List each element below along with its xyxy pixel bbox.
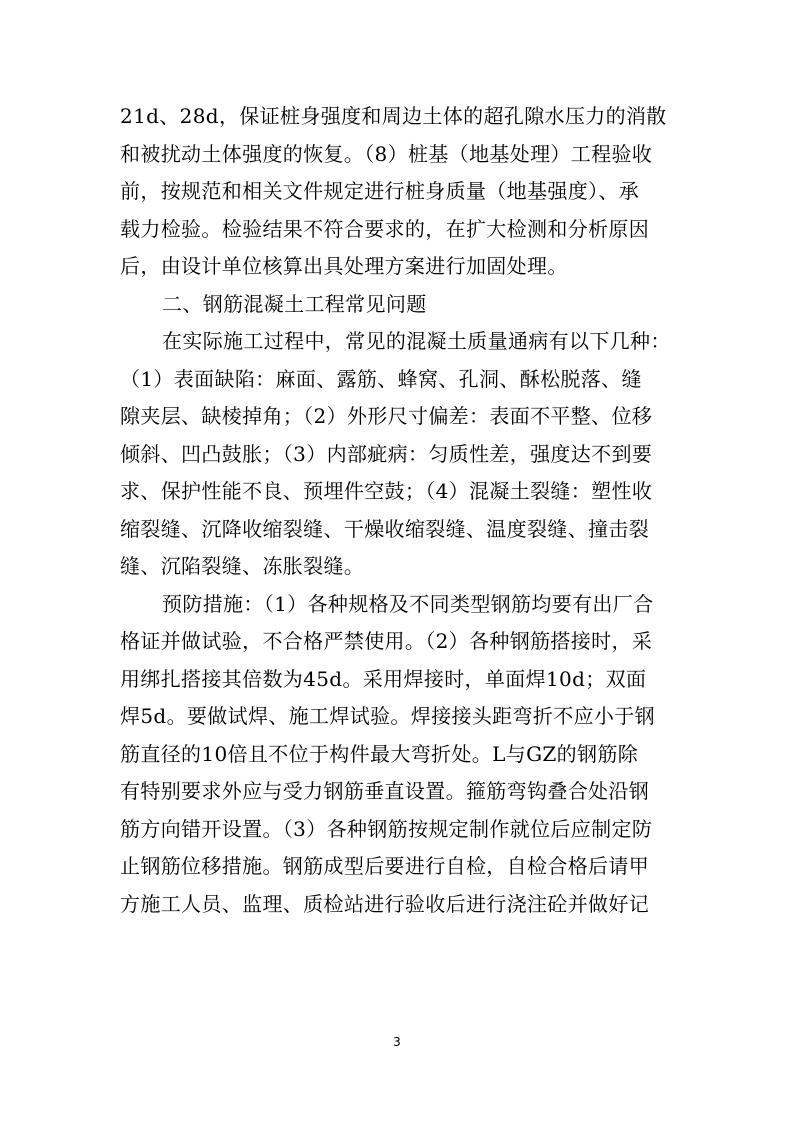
text-line: 前，按规范和相关文件规定进行桩身质量（地基强度）、承 bbox=[120, 179, 640, 203]
text-line: 有特别要求外应与受力钢筋垂直设置。箍筋弯钩叠合处沿钢 bbox=[120, 779, 650, 803]
text-line: 止钢筋位移措施。钢筋成型后要进行自检，自检合格后请甲 bbox=[120, 854, 650, 878]
text-line: （1）表面缺陷：麻面、露筋、蜂窝、孔洞、酥松脱落、缝 bbox=[120, 366, 642, 391]
text-line: 格证并做试验，不合格严禁使用。（2）各种钢筋搭接时，采 bbox=[120, 629, 653, 653]
text-line: 缩裂缝、沉降收缩裂缝、干燥收缩裂缝、温度裂缝、撞击裂 bbox=[120, 516, 650, 541]
body-text bbox=[120, 98, 680, 923]
text-line: 后，由设计单位核算出具处理方案进行加固处理。 bbox=[120, 254, 568, 278]
text-line: 求、保护性能不良、预埋件空鼓；（4）混凝土裂缝：塑性收 bbox=[120, 479, 653, 503]
text-line: 缝、沉陷裂缝、冻胀裂缝。 bbox=[120, 554, 365, 578]
text-line: 筋直径的10倍且不位于构件最大弯折处。L与GZ的钢筋除 bbox=[120, 741, 639, 766]
text-line: 预防措施：（1）各种规格及不同类型钢筋均要有出厂合 bbox=[162, 591, 654, 616]
text-line: 用绑扎搭接其倍数为45d。采用焊接时，单面焊10d；双面 bbox=[120, 666, 647, 691]
text-line: 21d、28d，保证桩身强度和周边土体的超孔隙水压力的消散 bbox=[120, 104, 667, 128]
page-number: 3 bbox=[393, 1035, 401, 1049]
section-heading: 二、钢筋混凝土工程常见问题 bbox=[162, 291, 427, 316]
text-line: 和被扰动土体强度的恢复。（8）桩基（地基处理）工程验收 bbox=[120, 141, 653, 166]
text-line: 筋方向错开设置。（3）各种钢筋按规定制作就位后应制定防 bbox=[120, 816, 653, 841]
text-line: 倾斜、凹凸鼓胀；（3）内部疵病：匀质性差，强度达不到要 bbox=[120, 441, 653, 466]
text-line: 在实际施工过程中，常见的混凝土质量通病有以下几种： bbox=[162, 329, 671, 353]
text-line: 载力检验。检验结果不符合要求的，在扩大检测和分析原因 bbox=[120, 216, 650, 241]
text-line: 焊5d。要做试焊、施工焊试验。焊接接头距弯折不应小于钢 bbox=[120, 704, 655, 728]
text-line: 方施工人员、监理、质检站进行验收后进行浇注砼并做好记 bbox=[120, 891, 650, 916]
text-line: 隙夹层、缺棱掉角；（2）外形尺寸偏差：表面不平整、位移 bbox=[120, 404, 653, 428]
